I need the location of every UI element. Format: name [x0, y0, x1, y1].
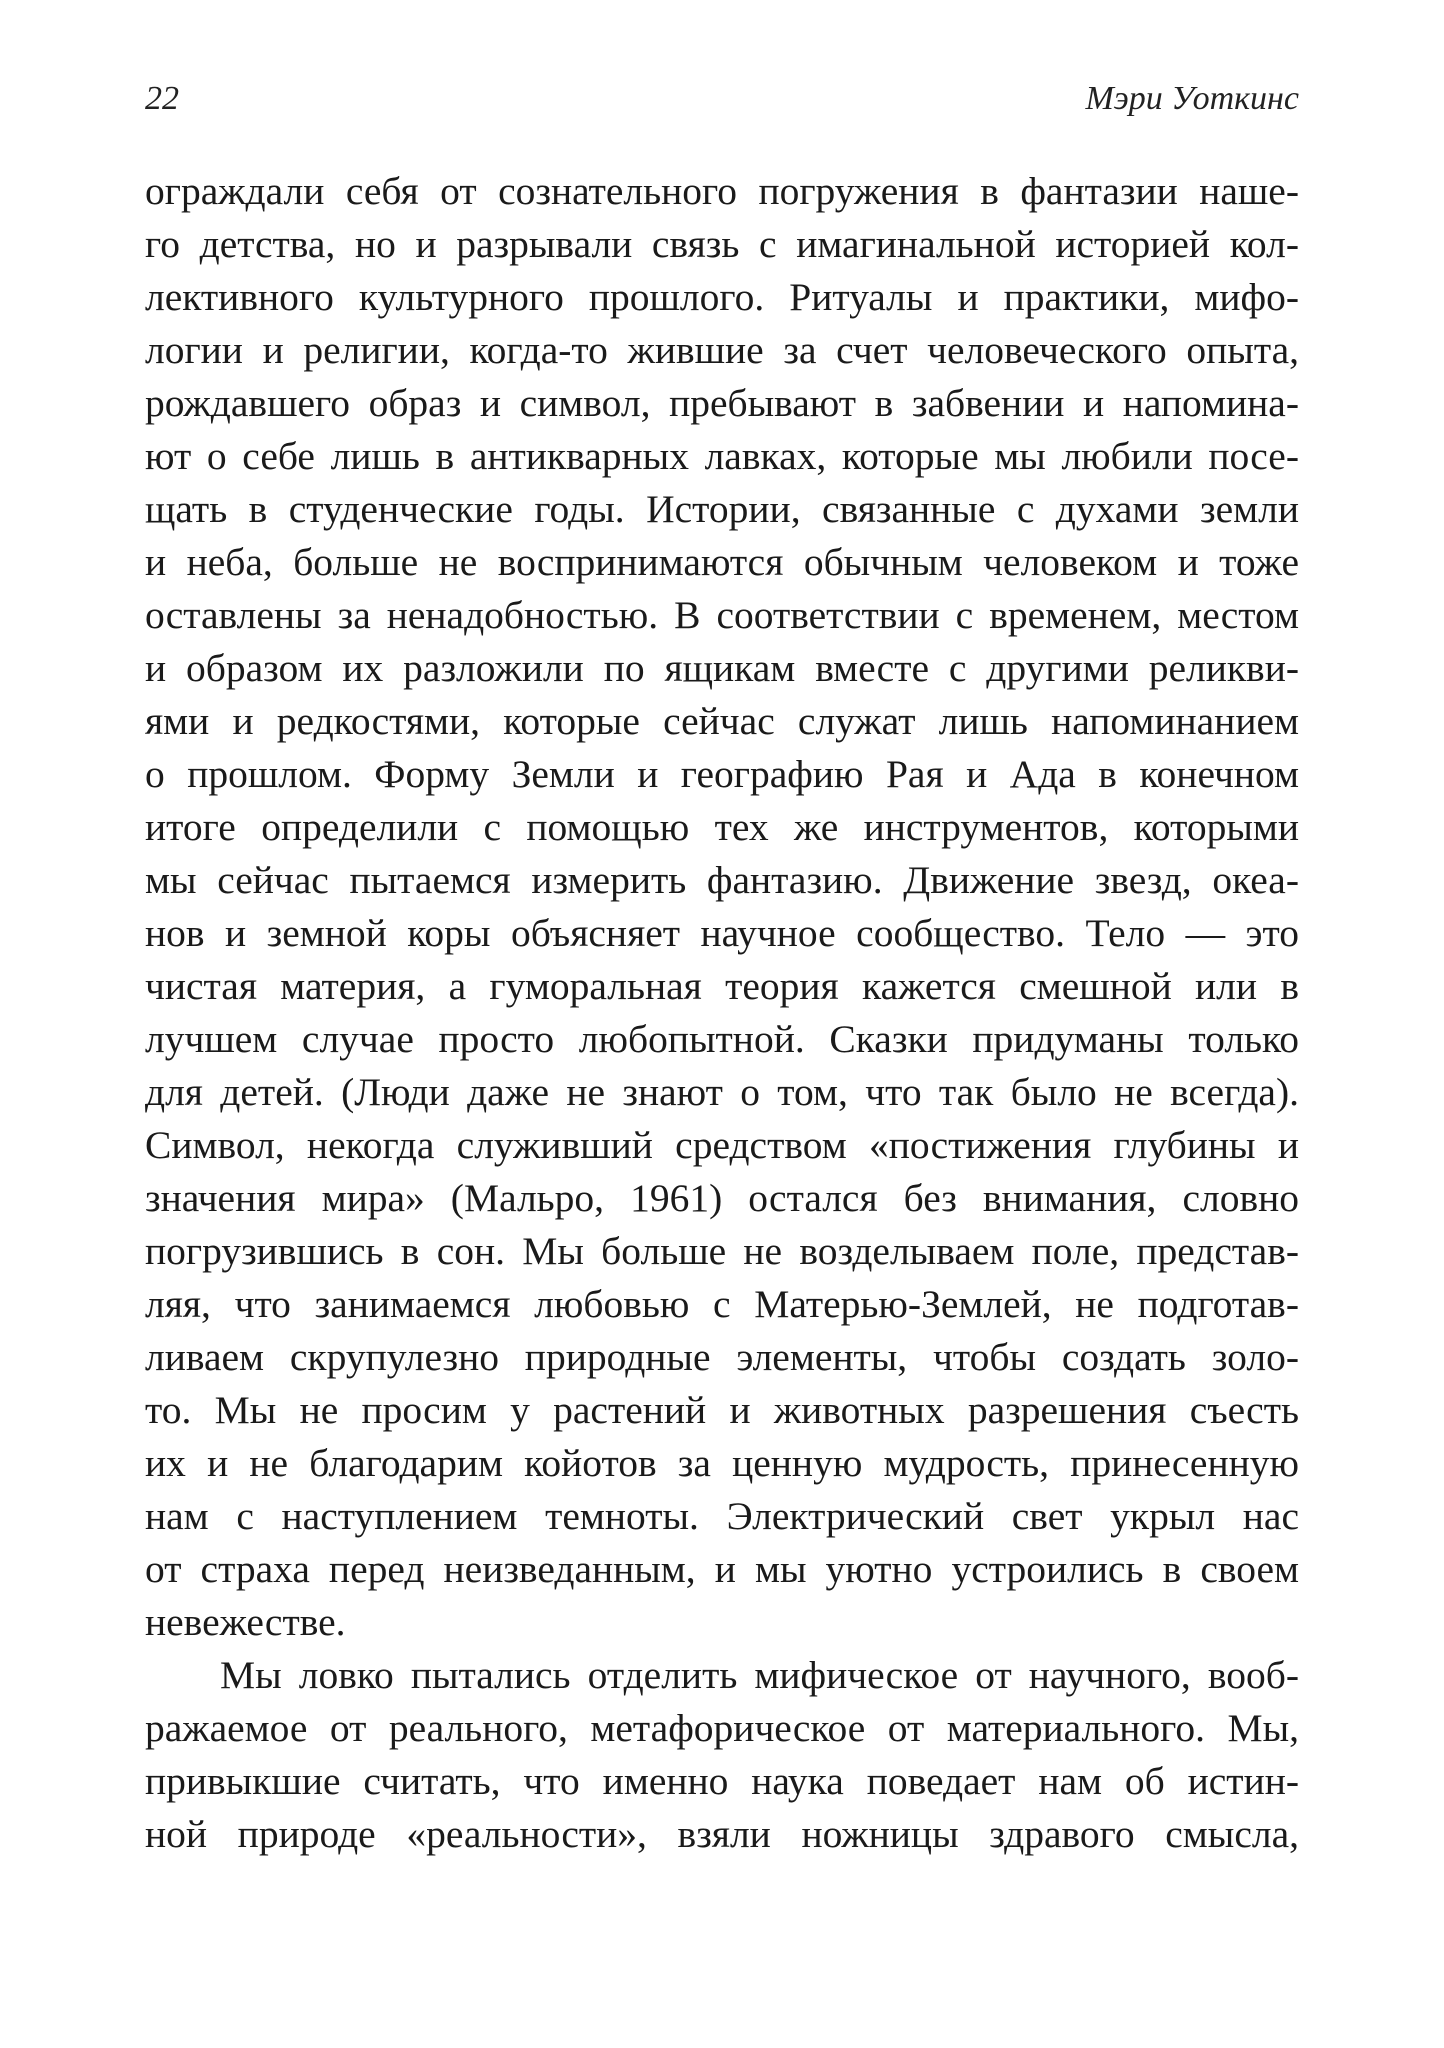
text-line: ями и редкостями, которые сейчас служат лишь напоминанием: [145, 699, 1299, 743]
text-line: чистая материя, а гуморальная теория кажется смешной или в: [145, 964, 1299, 1008]
running-header: [145, 80, 1299, 130]
text-line: и неба, больше не воспринимаются обычным человеком и тоже: [145, 540, 1299, 584]
text-line: Символ, некогда служивший средством «постижения глубины и: [145, 1123, 1299, 1167]
text-line: лективного культурного прошлого. Ритуалы и практики, мифо-: [145, 275, 1299, 319]
text-line: итоге определили с помощью тех же инструментов, которыми: [145, 805, 1299, 849]
text-line: от страха перед неизведанным, и мы уютно устроились в своем: [145, 1547, 1299, 1591]
text-line: ляя, что занимаемся любовью с Матерью-Землей, не подготав-: [145, 1282, 1299, 1326]
text-line: значения мира» (Мальро, 1961) остался без внимания, словно: [145, 1176, 1299, 1220]
text-line: ограждали себя от сознательного погружения в фантазии наше-: [145, 169, 1299, 213]
text-line: ной природе «реальности», взяли ножницы здравого смысла,: [145, 1812, 1299, 1856]
text-line: ют о себе лишь в антикварных лавках, которые мы любили посе-: [145, 434, 1299, 478]
text-line: Мы ловко пытались отделить мифическое от научного, вооб-: [220, 1653, 1299, 1697]
paragraph: [145, 1649, 1299, 1861]
paragraph: [145, 165, 1299, 1649]
text-line: щать в студенческие годы. Истории, связанные с духами земли: [145, 487, 1299, 531]
text-line: о прошлом. Форму Земли и географию Рая и Ада в конечном: [145, 752, 1299, 796]
text-line: для детей. (Люди даже не знают о том, что так было не всегда).: [145, 1070, 1299, 1114]
text-line: логии и религии, когда-то жившие за счет человеческого опыта,: [145, 328, 1299, 372]
page-number: 22: [145, 80, 179, 117]
text-line: рождавшего образ и символ, пребывают в забвении и напомина-: [145, 381, 1299, 425]
text-line: невежестве.: [145, 1600, 346, 1644]
text-line: и образом их разложили по ящикам вместе с другими реликви-: [145, 646, 1299, 690]
text-line: нов и земной коры объясняет научное сообщество. Тело — это: [145, 911, 1299, 955]
text-line: ражаемое от реального, метафорическое от материального. Мы,: [145, 1706, 1299, 1750]
text-line: нам с наступлением темноты. Электрический свет укрыл нас: [145, 1494, 1299, 1538]
body-text: [145, 165, 1299, 1861]
text-line: погрузившись в сон. Мы больше не возделываем поле, представ-: [145, 1229, 1299, 1273]
text-line: привыкшие считать, что именно наука поведает нам об истин-: [145, 1759, 1299, 1803]
text-line: го детства, но и разрывали связь с имагинальной историей кол-: [145, 222, 1299, 266]
running-title-author: Мэри Уоткинс: [1085, 80, 1299, 117]
text-line: то. Мы не просим у растений и животных разрешения съесть: [145, 1388, 1299, 1432]
text-line: ливаем скрупулезно природные элементы, чтобы создать золо-: [145, 1335, 1299, 1379]
text-line: лучшем случае просто любопытной. Сказки придуманы только: [145, 1017, 1299, 1061]
text-line: их и не благодарим койотов за ценную мудрость, принесенную: [145, 1441, 1299, 1485]
text-line: мы сейчас пытаемся измерить фантазию. Движение звезд, океа-: [145, 858, 1299, 902]
text-line: оставлены за ненадобностью. В соответствии с временем, местом: [145, 593, 1299, 637]
